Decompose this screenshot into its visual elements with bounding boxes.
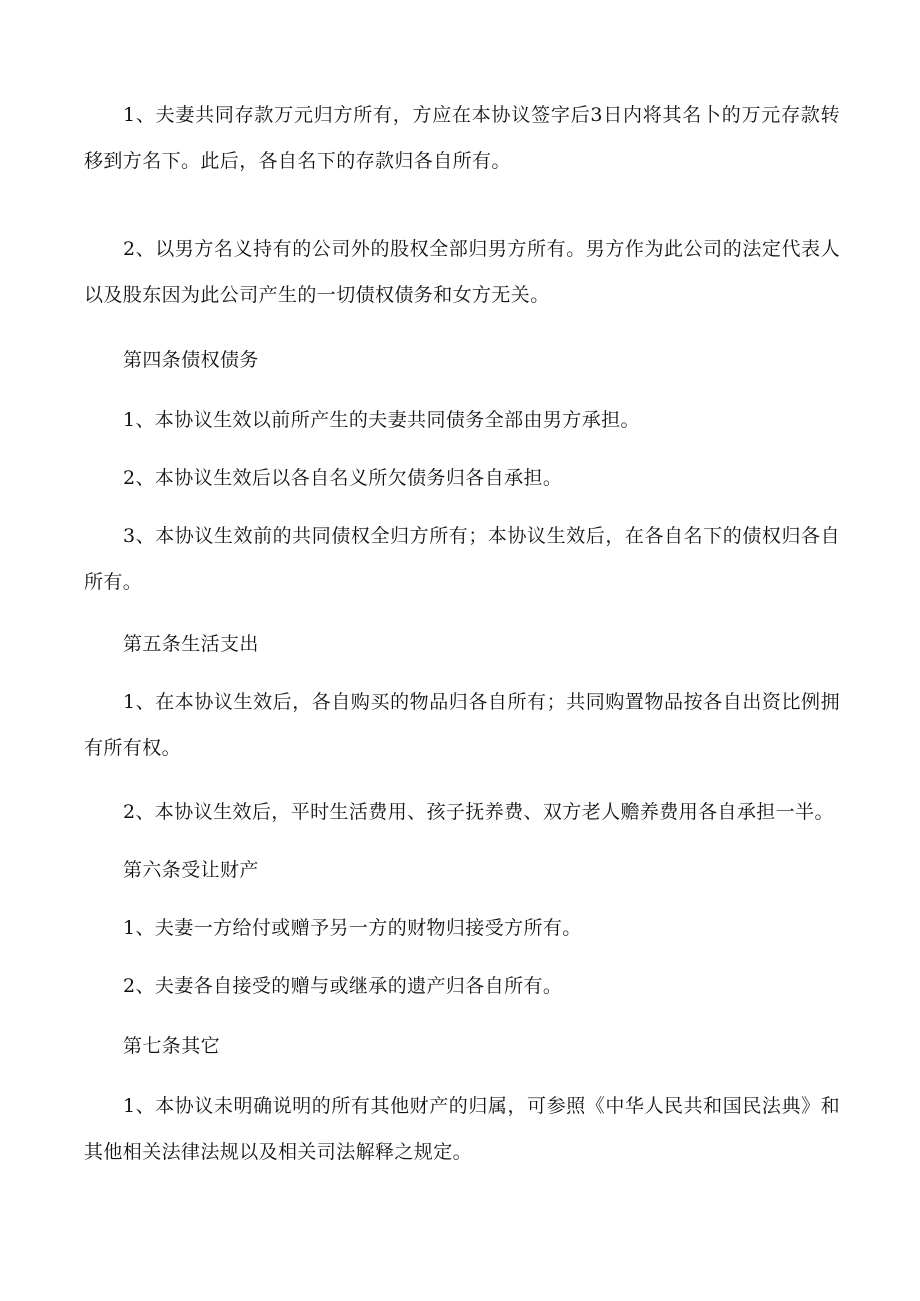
paragraph-debt-after: 2、本协议生效后以各自名义所欠债务归各自承担。 [123,467,563,489]
paragraph-credit: 3、本协议生效前的共同债权全归方所有；本协议生效后，在各自名下的债权归各自所有。 [84,525,840,593]
heading-article-6: 第六条受让财产 [123,859,259,881]
paragraph-living-expenses: 2、本协议生效后，平时生活费用、孩子抚养费、双方老人赡养费用各自承担一半。 [123,801,834,823]
paragraph-inheritance: 2、夫妻各自接受的赠与或继承的遗产归各自所有。 [123,975,563,997]
heading-article-7: 第七条其它 [123,1035,221,1057]
paragraph-debt-before: 1、本协议生效以前所产生的夫妻共同债务全部由男方承担。 [123,409,640,431]
paragraph-savings: 1、夫妻共同存款万元归方所有，方应在本协议签字后3日内将其名卜的万元存款转移到方名下。此后，各自名下的存款归各自所有。 [84,104,840,172]
paragraph-gifts: 1、夫妻一方给付或赠予另一方的财物归接受方所有。 [123,917,582,939]
paragraph-other-property: 1、本协议未明确说明的所有其他财产的归属，可参照《中华人民共和国民法典》和其他相关法律法规以及相关司法解释之规定。 [84,1095,840,1163]
paragraph-purchases: 1、在本协议生效后，各自购买的物品归各自所有；共同购置物品按各自出资比例拥有所有权。 [84,691,840,759]
heading-article-5: 第五条生活支出 [123,633,259,655]
heading-article-4: 第四条债权债务 [123,349,259,371]
paragraph-equity: 2、以男方名义持有的公司外的股权全部归男方所有。男方作为此公司的法定代表人以及股东因为此公司产生的一切债权债务和女方无关。 [84,238,840,306]
